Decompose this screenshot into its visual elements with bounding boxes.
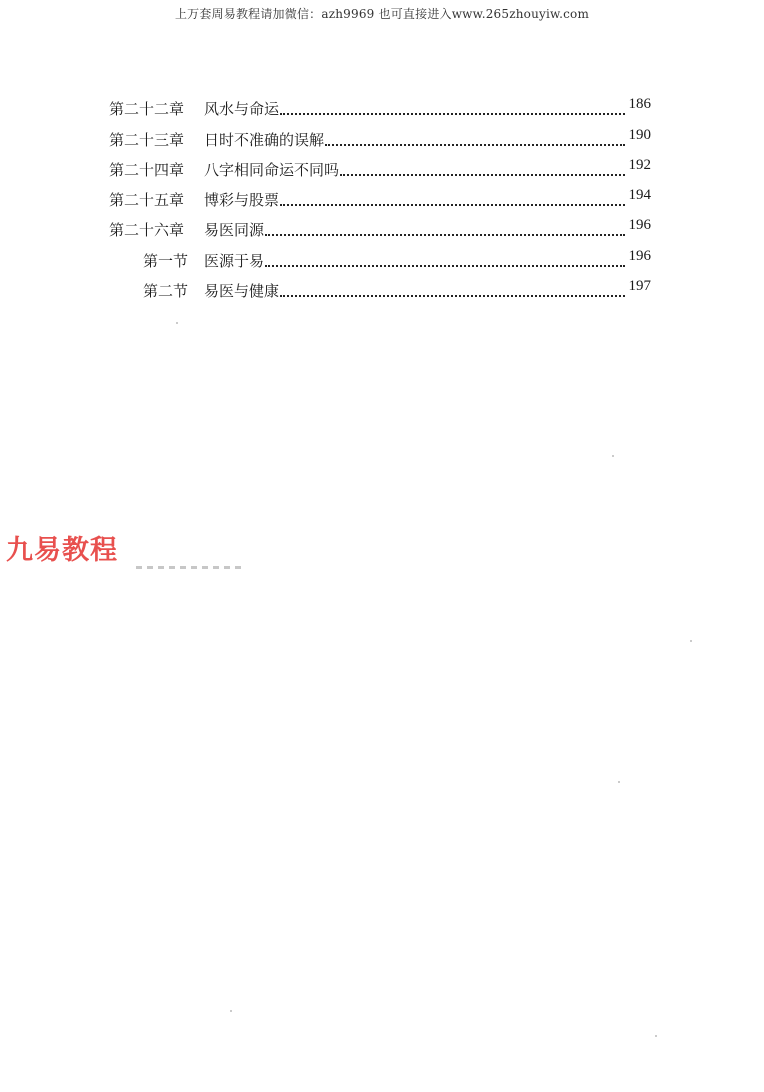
header-note: 上万套周易教程请加微信：azh9969 也可直接进入www.265zhouyiw.com	[174, 7, 590, 21]
toc-entry-label: 第二十五章	[109, 191, 185, 210]
toc-entry-label: 第二节	[143, 282, 189, 301]
toc-entry	[109, 88, 651, 118]
toc-entry-label: 第二十三章	[109, 130, 185, 149]
toc-entry-title: 日时不准确的误解	[204, 130, 325, 149]
dot-leader	[265, 264, 625, 267]
dot-leader	[265, 233, 625, 236]
toc-entry-label: 第二十二章	[109, 100, 185, 119]
toc-entry-title: 风水与命运	[204, 100, 280, 119]
scan-speck	[690, 640, 692, 642]
scan-speck	[230, 1010, 232, 1012]
scan-speck	[618, 781, 620, 783]
dot-leader	[325, 143, 625, 146]
dot-leader	[280, 294, 625, 297]
toc-entry-label: 第二十六章	[109, 221, 185, 240]
toc-entry-label: 第二十四章	[109, 160, 185, 179]
toc-entry-title: 医源于易	[204, 251, 265, 270]
scan-speck	[655, 1035, 657, 1037]
toc-entry-label: 第一节	[143, 251, 189, 270]
dot-leader	[280, 112, 625, 115]
toc-entry	[109, 179, 651, 209]
toc-entry-title: 博彩与股票	[204, 191, 280, 210]
toc-entry-page: 194	[628, 187, 651, 204]
dot-leader	[280, 203, 625, 206]
toc-entry	[109, 270, 651, 300]
toc-entry	[109, 239, 651, 269]
scan-smudge	[136, 566, 244, 569]
toc-entry-page: 196	[628, 217, 651, 234]
toc-entry-page: 190	[628, 126, 651, 143]
table-of-contents	[109, 88, 651, 300]
toc-entry	[109, 209, 651, 239]
toc-entry-page: 197	[628, 278, 651, 295]
toc-entry-title: 易医同源	[204, 221, 265, 240]
watermark-logo: 九易教程	[6, 535, 118, 566]
toc-entry-page: 196	[628, 247, 651, 264]
toc-entry-title: 八字相同命运不同吗	[204, 160, 340, 179]
scan-speck	[176, 322, 178, 324]
toc-entry-title: 易医与健康	[204, 282, 280, 301]
toc-entry-page: 192	[628, 156, 651, 173]
toc-entry-page: 186	[628, 96, 651, 113]
toc-entry	[109, 149, 651, 179]
scan-speck	[612, 455, 614, 457]
toc-entry	[109, 118, 651, 148]
dot-leader	[340, 173, 625, 176]
